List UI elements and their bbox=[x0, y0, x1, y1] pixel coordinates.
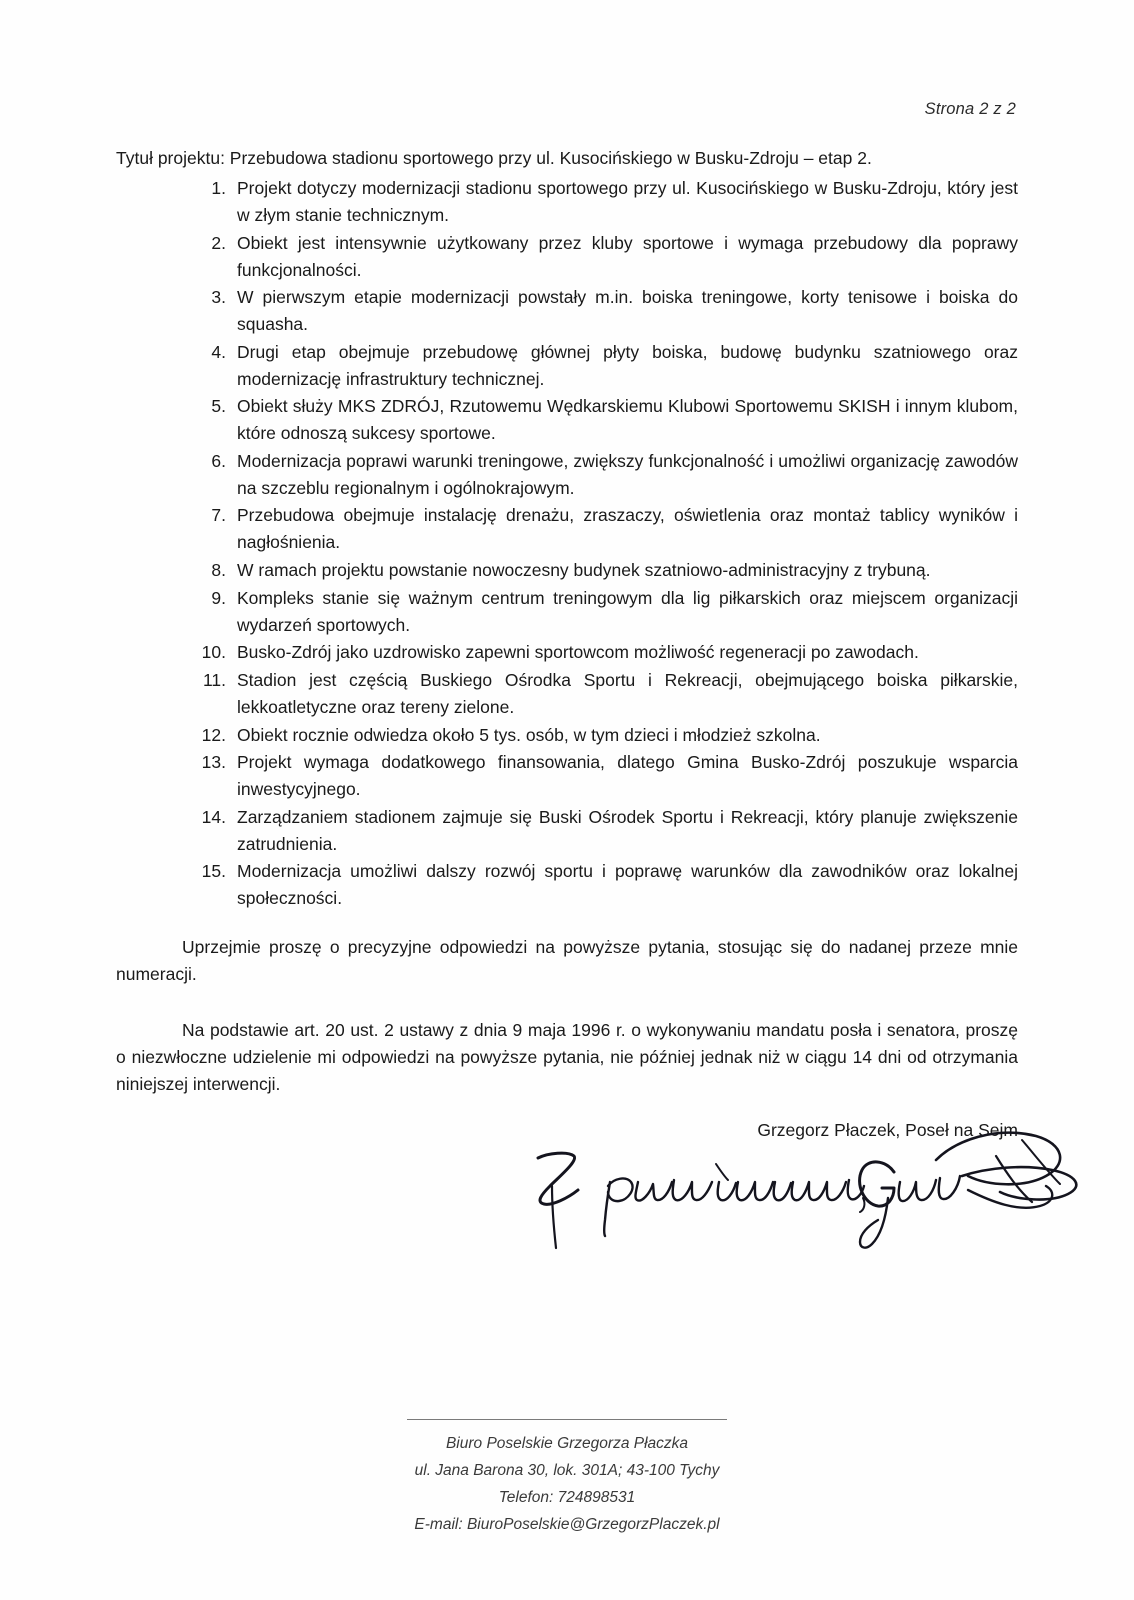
list-item-number: 10. bbox=[201, 642, 226, 663]
list-item bbox=[116, 557, 1018, 584]
signature-name: Grzegorz Płaczek, Poseł na Sejm bbox=[757, 1119, 1018, 1140]
footer-email: E-mail: BiuroPoselskie@GrzegorzPlaczek.pl bbox=[414, 1515, 720, 1533]
project-title-line: Tytuł projektu: Przebudowa stadionu sportowego przy ul. Kusocińskiego w Busku-Zdroju – etap 2. bbox=[116, 148, 872, 168]
list-item-text: Busko-Zdrój jako uzdrowisko zapewni sportowcom możliwość regeneracji po zawodach. bbox=[237, 642, 919, 663]
list-item-number: 8. bbox=[211, 559, 226, 580]
list-item bbox=[116, 230, 1018, 284]
list-item-number: 14. bbox=[201, 806, 226, 827]
list-item bbox=[116, 804, 1018, 858]
list-item-number: 6. bbox=[211, 450, 226, 471]
list-item-text: Zarządzaniem stadionem zajmuje się Buski Ośrodek Sportu i Rekreacji, który planuje zwiększenie zatrudnienia. bbox=[237, 806, 1018, 854]
list-item-text: Obiekt rocznie odwiedza około 5 tys. osób, w tym dzieci i młodzież szkolna. bbox=[237, 724, 821, 745]
list-item-number: 12. bbox=[201, 724, 226, 745]
list-item bbox=[116, 448, 1018, 502]
list-item bbox=[116, 585, 1018, 639]
list-item-text: Obiekt służy MKS ZDRÓJ, Rzutowemu Wędkarskiemu Klubowi Sportowemu SKISH i innym klubom, które odnoszą sukcesy sportowe. bbox=[237, 396, 1018, 444]
list-item-text: Modernizacja poprawi warunki treningowe, zwiększy funkcjonalność i umożliwi organizację zawodów na szczeblu regionalnym i ogólnokrajowym. bbox=[237, 450, 1018, 498]
list-item bbox=[116, 722, 1018, 749]
list-item bbox=[116, 284, 1018, 338]
list-item bbox=[116, 749, 1018, 803]
list-item-number: 2. bbox=[211, 232, 226, 253]
list-item-number: 13. bbox=[201, 752, 226, 773]
closing-paragraph-1: Uprzejmie proszę o precyzyjne odpowiedzi na powyższe pytania, stosując się do nadanej przeze mnie numeracji. bbox=[116, 936, 1018, 984]
list-item-text: W pierwszym etapie modernizacji powstały m.in. boiska treningowe, korty tenisowe i boiska do squasha. bbox=[237, 287, 1018, 335]
list-item bbox=[116, 339, 1018, 393]
closing-paragraph-2: Na podstawie art. 20 ust. 2 ustawy z dnia 9 maja 1996 r. o wykonywaniu mandatu posła i senatora, proszę o niezwłoczne udzielenie mi odpowiedzi na powyższe pytania, nie później jednak niż w ciągu 14 dni od otrzymania niniejszej interwencji. bbox=[116, 1020, 1018, 1094]
numbered-list bbox=[116, 175, 1018, 912]
list-item bbox=[116, 858, 1018, 912]
list-item-text: Modernizacja umożliwi dalszy rozwój sportu i poprawę warunków dla zawodników oraz lokalnej społeczności. bbox=[237, 861, 1018, 909]
list-item-text: Przebudowa obejmuje instalację drenażu, zraszaczy, oświetlenia oraz montaż tablicy wyników i nagłośnienia. bbox=[237, 505, 1018, 553]
list-item-text: Projekt wymaga dodatkowego finansowania, dlatego Gmina Busko-Zdrój poszukuje wsparcia inwestycyjnego. bbox=[237, 752, 1018, 800]
page-number: Strona 2 z 2 bbox=[924, 100, 1016, 118]
list-item-text: Projekt dotyczy modernizacji stadionu sportowego przy ul. Kusocińskiego w Busku-Zdroju, który jest w złym stanie technicznym. bbox=[237, 178, 1018, 226]
list-item-text: Stadion jest częścią Buskiego Ośrodka Sportu i Rekreacji, obejmującego boiska piłkarskie, lekkoatletyczne oraz tereny zielone. bbox=[237, 670, 1018, 717]
list-item bbox=[116, 502, 1018, 556]
footer-office-name: Biuro Poselskie Grzegorza Płaczka bbox=[445, 1434, 689, 1452]
list-item-number: 11. bbox=[202, 670, 226, 691]
list-item bbox=[116, 393, 1018, 447]
list-item-text: Kompleks stanie się ważnym centrum treningowym dla lig piłkarskich oraz miejscem organizacji wydarzeń sportowych. bbox=[237, 587, 1018, 635]
handwritten-signature-block bbox=[116, 1120, 1018, 1280]
list-item bbox=[116, 175, 1018, 229]
list-item-text: Obiekt jest intensywnie użytkowany przez kluby sportowe i wymaga przebudowy dla poprawy funkcjonalności. bbox=[237, 232, 1018, 280]
list-item-number: 15. bbox=[201, 861, 226, 882]
list-item-number: 4. bbox=[211, 341, 226, 362]
footer-address: ul. Jana Barona 30, lok. 301A; 43-100 Tychy bbox=[414, 1461, 720, 1479]
list-item-number: 3. bbox=[211, 287, 226, 308]
list-item-number: 1. bbox=[211, 178, 226, 199]
footer-divider bbox=[407, 1419, 727, 1420]
footer-phone: Telefon: 724898531 bbox=[498, 1488, 636, 1506]
document-body bbox=[116, 145, 1018, 1141]
page-footer bbox=[0, 1419, 1134, 1539]
list-item bbox=[116, 667, 1018, 721]
signature-ink bbox=[116, 1120, 1018, 1280]
list-item-number: 5. bbox=[211, 396, 226, 417]
list-item-text: W ramach projektu powstanie nowoczesny budynek szatniowo-administracyjny z trybuną. bbox=[237, 559, 931, 580]
list-item-number: 7. bbox=[211, 505, 226, 526]
list-item bbox=[116, 639, 1018, 666]
list-item-number: 9. bbox=[211, 587, 226, 608]
list-item-text: Drugi etap obejmuje przebudowę głównej płyty boiska, budowę budynku szatniowego oraz modernizację infrastruktury technicznej. bbox=[237, 341, 1018, 389]
